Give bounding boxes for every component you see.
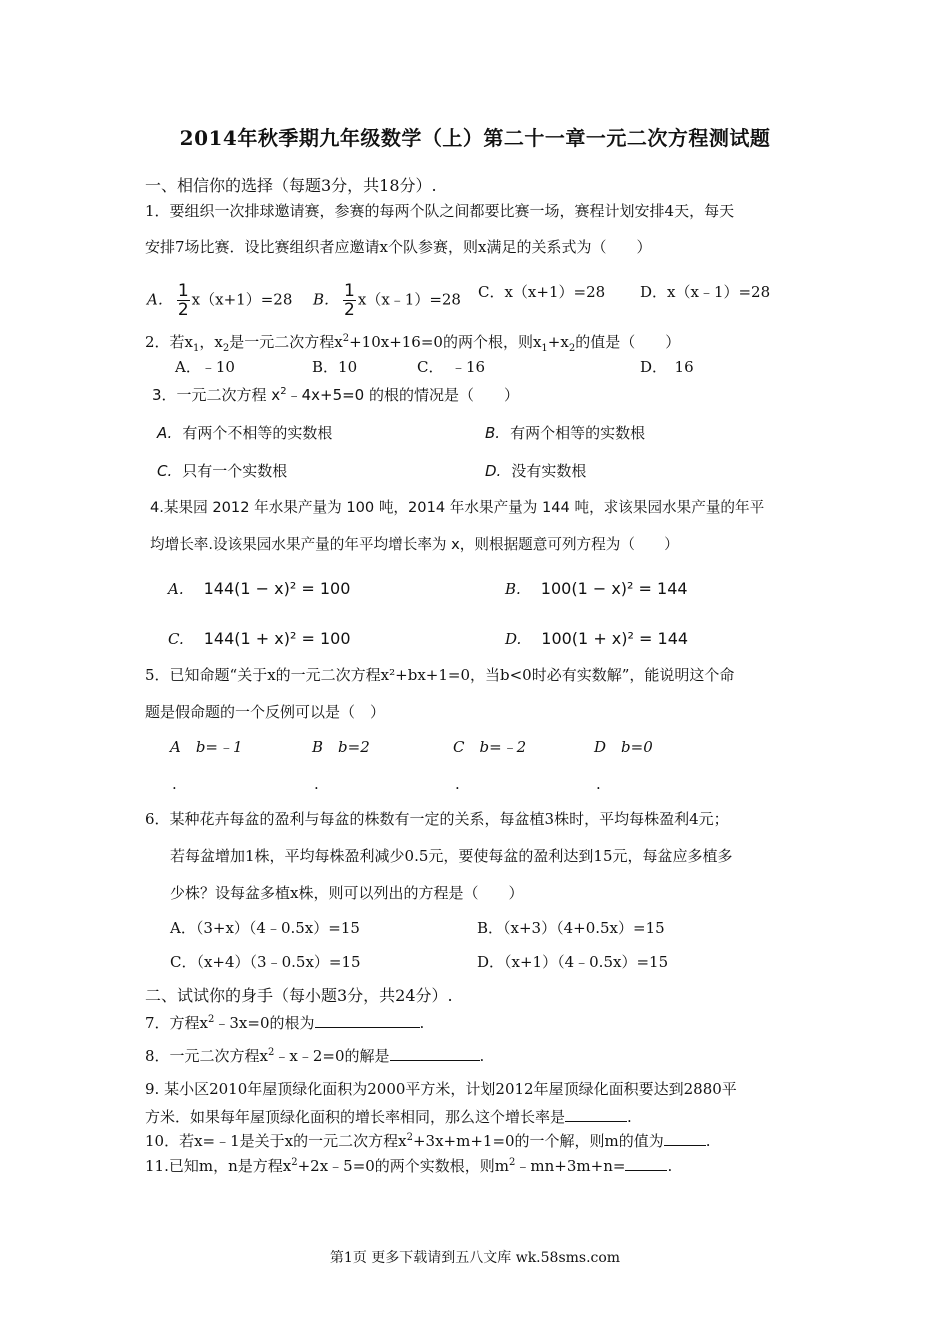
q2-stem: 2．若$x_1$，$x_2$是一元二次方程$x^2+10x+16=0$的两个根，则$x_1+x_2$的值是（ ） [145,333,681,354]
q6-option-d: D．（x+1）（4﹣0.5x）=15 [477,953,669,971]
q11-stem: 11.已知m，n是方程$x^2+2x﹣5=0$的两个实数根，则$m^2﹣mn+3m+n=$ . [145,1157,673,1175]
q3-option-a: A. 有两个不相等的实数根 [157,424,333,442]
q9-answer-blank[interactable] [565,1106,627,1122]
q2-option-d: D． 16 [640,358,694,376]
q4-stem-line2: 均增长率.设该果园水果产量的年平均增长率为 x，则根据题意可列方程为（ ） [150,536,679,553]
q5-dot-a: . [172,775,177,793]
q2-option-c: C． ﹣16 [417,358,486,376]
q6-stem-line1: 6．某种花卉每盆的盈利与每盆的株数有一定的关系，每盆植3株时，平均每株盈利4元； [145,810,729,828]
q1-option-c: C．x（x+1）=28 [478,283,606,301]
q1-option-a: A． $\frac{1}{2}$ x（x+1）=28 [147,281,293,320]
q5-option-d: D b=0 [594,738,653,756]
q5-stem-line1: 5．已知命题“关于x的一元二次方程x²+bx+1=0，当b<0时必有实数解”，能说明这个命 [145,666,735,684]
q5-option-b: B b=2 [312,738,370,756]
q7-answer-blank[interactable] [315,1012,420,1028]
q6-option-a: A．（3+x）（4﹣0.5x）=15 [170,919,360,937]
q8-answer-blank[interactable] [390,1045,480,1061]
q2-option-a: A．﹣10 [175,358,235,376]
q4-option-d: D. 100(1 + x)² = 144 [505,629,689,648]
page-title: 2014年秋季期九年级数学（上）第二十一章一元二次方程测试题 [179,126,771,150]
q10-stem: 10．若x=﹣1是关于x的一元二次方程$x^2+3x+m+1=0$的一个解，则m的值为 . [145,1132,711,1150]
q6-stem-line2: 若每盆增加1株，平均每株盈利减少0.5元，要使每盆的盈利达到15元，每盆应多植多 [170,847,733,865]
q1-stem-line1: 1．要组织一次排球邀请赛，参赛的每两个队之间都要比赛一场，赛程计划安排4天，每天 [145,202,735,220]
page-footer: 第1页 更多下载请到五八文库 wk.58sms.com [329,1250,621,1266]
q4-option-a: A. 144(1 − x)² = 100 [168,579,351,598]
q10-answer-blank[interactable] [664,1130,706,1146]
q5-option-a: A b=﹣1 [170,738,243,756]
q1-option-d: D．x（x﹣1）=28 [640,283,771,301]
q6-option-b: B．（x+3）（4+0.5x）=15 [477,919,665,937]
q2-option-b: B．10 [312,358,358,376]
q1-stem-line2: 安排7场比赛．设比赛组织者应邀请x个队参赛，则x满足的关系式为（ ） [145,238,652,256]
q7-stem: 7．方程$x^2﹣3x=0$的根为 . [145,1014,425,1032]
q3-option-c: C. 只有一个实数根 [157,462,288,480]
q6-stem-line3: 少株？设每盆多植x株，则可以列出的方程是（ ） [170,884,524,902]
q1-option-b: B． $\frac{1}{2}$ x（x﹣1）=28 [313,281,461,320]
fraction-one-half: $\frac{1}{2}$ [177,281,189,320]
fraction-one-half: $\frac{1}{2}$ [344,281,355,320]
section-1-heading: 一、相信你的选择（每题3分，共18分）. [145,176,437,195]
q4-option-c: C. 144(1 + x)² = 100 [168,629,351,648]
q9-stem-line2: 方米．如果每年屋顶绿化面积的增长率相同，那么这个增长率是 . [145,1108,632,1126]
q11-answer-blank[interactable] [625,1155,667,1171]
q5-stem-line2: 题是假命题的一个反例可以是（ ） [145,703,386,721]
q8-stem: 8．一元二次方程$x^2﹣x﹣2=0$的解是 . [145,1047,485,1065]
q4-option-b: B. 100(1 − x)² = 144 [505,579,688,598]
section-2-heading: 二、试试你的身手（每小题3分，共24分）. [145,986,453,1005]
q6-option-c: C．（x+4）（3﹣0.5x）=15 [170,953,361,971]
q5-dot-b: . [314,775,319,793]
q3-option-b: B. 有两个相等的实数根 [485,424,646,442]
q5-option-c: C b=﹣2 [453,738,527,756]
q4-stem-line1: 4.某果园 2012 年水果产量为 100 吨，2014 年水果产量为 144 吨，求该果园水果产量的年平 [150,499,765,516]
q3-option-d: D. 没有实数根 [485,462,587,480]
q9-stem-line1: 9. 某小区2010年屋顶绿化面积为2000平方米，计划2012年屋顶绿化面积要达到2880平 [145,1080,737,1098]
q5-dot-c: . [455,775,460,793]
q3-stem: 3．一元二次方程 $x^2﹣4x+5=0$ 的根的情况是（ ） [152,386,519,404]
q5-dot-d: . [596,775,601,793]
